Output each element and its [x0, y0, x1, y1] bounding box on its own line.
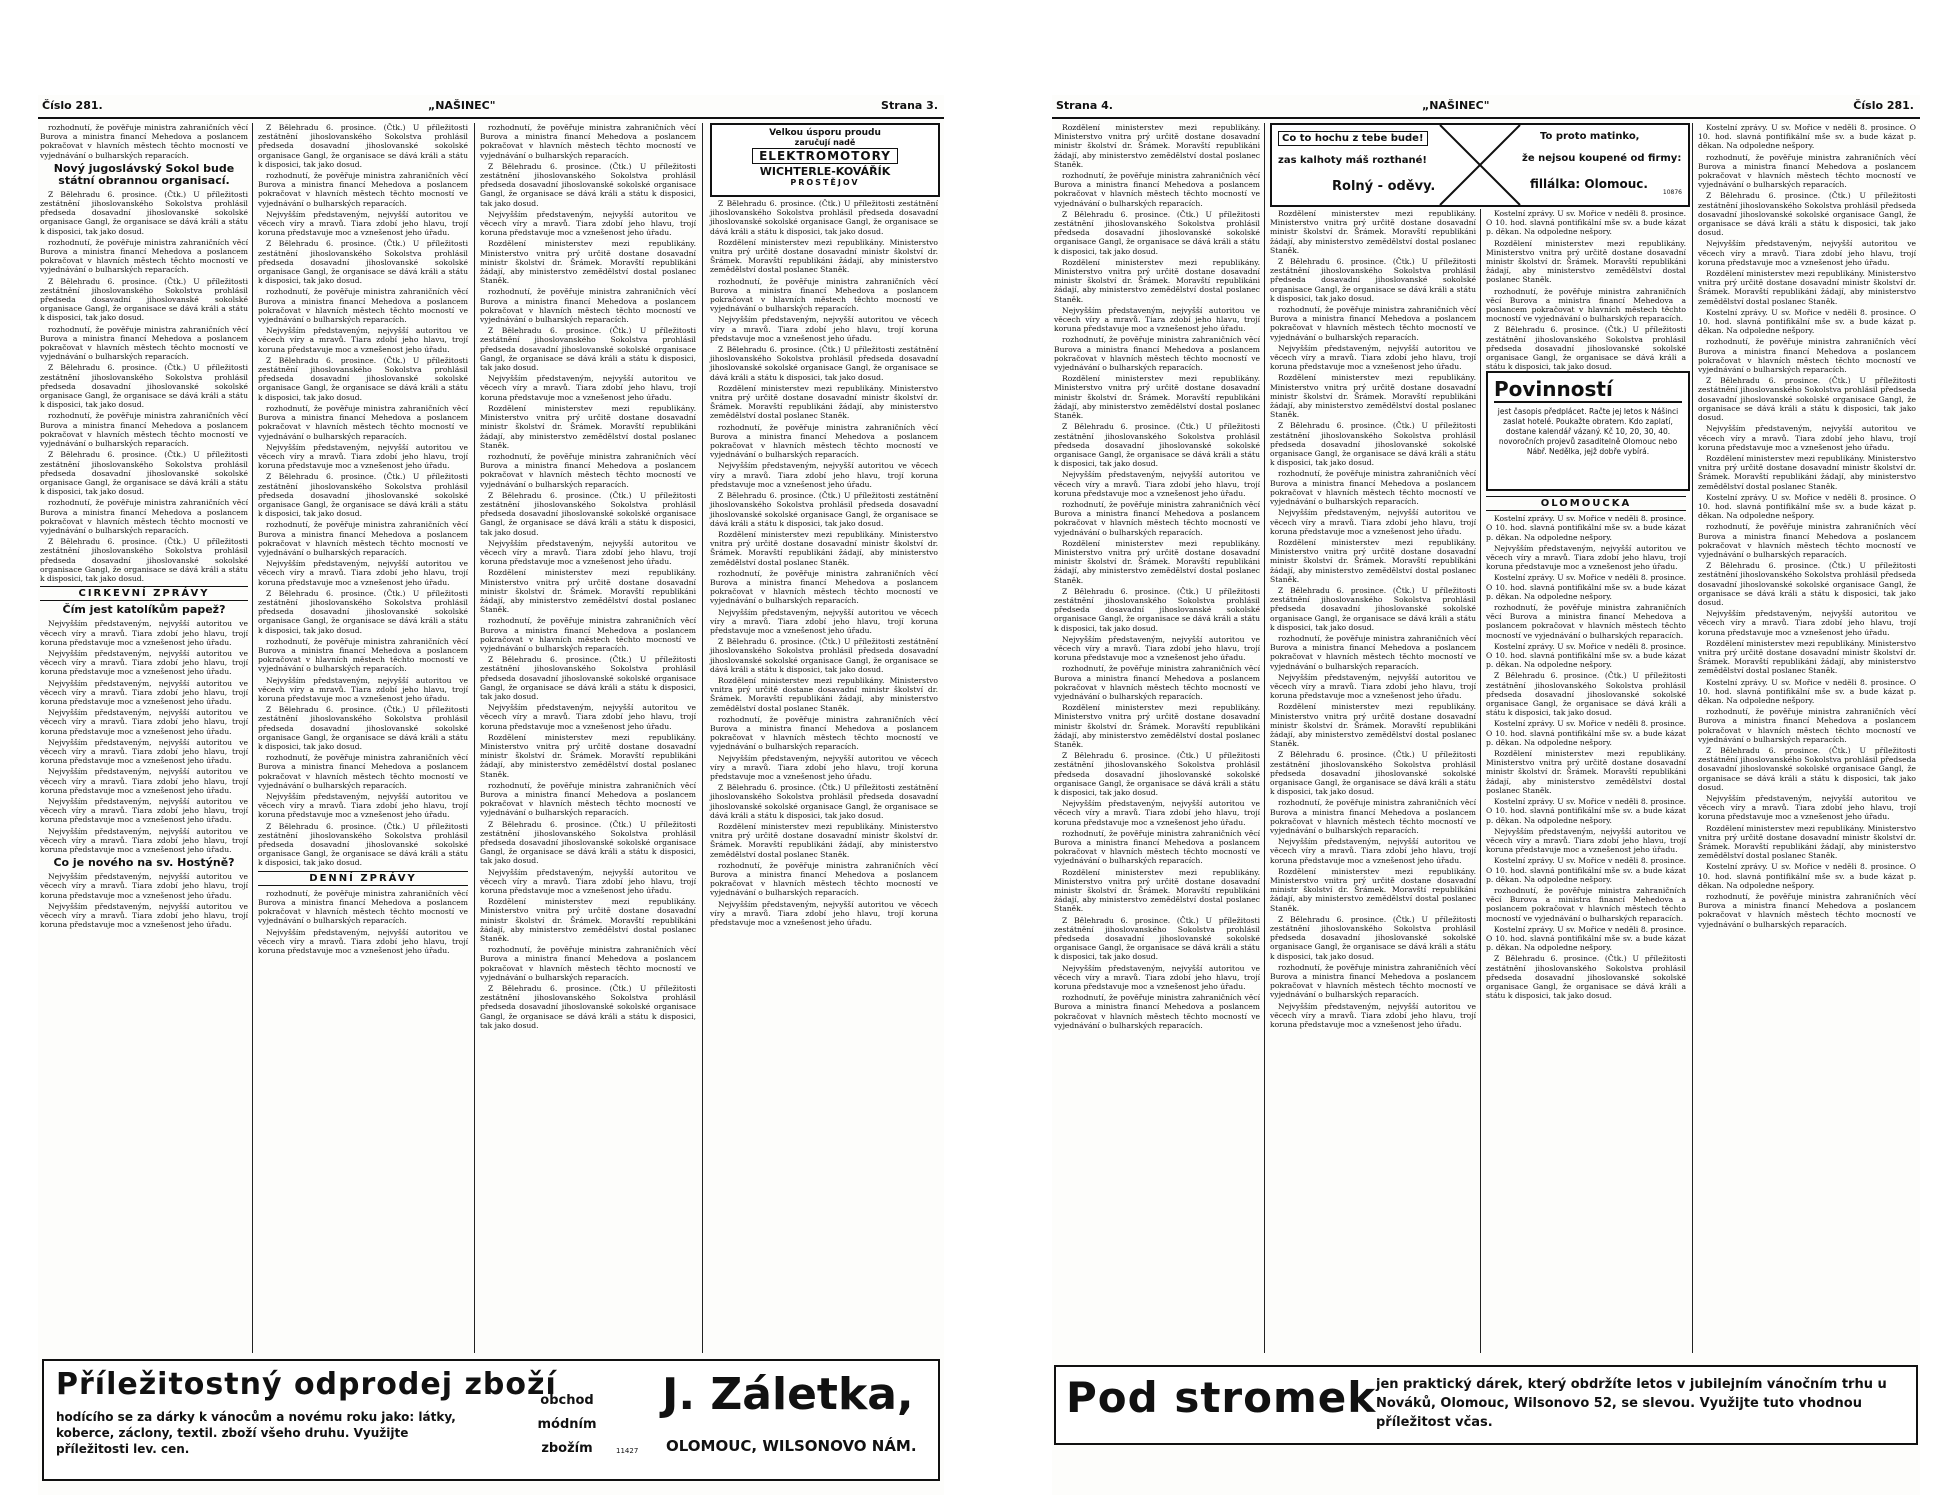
column-divider — [1480, 209, 1481, 1353]
ad-code: 11427 — [616, 1447, 639, 1455]
article-text: Rozdělení ministerstev mezi republikány. Ministerstvo vnitra prý určitě dostane dosavadní ministr školství dr. Šrámek. Moravští republikáni žádají, aby ministerstvo zemědělství dostal poslanec Staněk. — [1054, 374, 1260, 421]
article-text: Kostelní zprávy. U sv. Mořice v neděli 8. prosince. O 10. hod. slavná pontifikální mše sv. a bude kázat p. děkan. Na odpoledne nešpory. — [1698, 862, 1916, 890]
article-text: rozhodnutí, že pověřuje ministra zahraničních věcí Burova a ministra financí Mehedova a poslancem pokračovat v hlavních městech těchto mocností ve vyjednávání o bulharských reparacích. — [1698, 892, 1916, 929]
article-text: Rozdělení ministerstev mezi republikány. Ministerstvo vnitra prý určitě dostane dosavadní ministr školství dr. Šrámek. Moravští republikáni žádají, aby ministerstvo zemědělství dostal poslanec Staněk. — [480, 239, 696, 286]
article-text: Rozdělení ministerstev mezi republikány. Ministerstvo vnitra prý určitě dostane dosavadní ministr školství dr. Šrámek. Moravští republikáni žádají, aby ministerstvo zemědělství dostal poslanec Staněk. — [1054, 257, 1260, 304]
article-text: Nejvyšším představeným, nejvyšší autoritou ve věcech víry a mravů. Tiara zdobí jeho hlavu, trojí koruna představuje moc a vznešenost jeho úřadu. — [258, 442, 468, 471]
column-divider — [1692, 123, 1693, 1353]
article-text: Rozdělení ministerstev mezi republikány. Ministerstvo vnitra prý určitě dostane dosavadní ministr školství dr. Šrámek. Moravští republikáni žádají, aby ministerstvo zemědělství dostal poslanec Staněk. — [1698, 269, 1916, 306]
article-text: rozhodnutí, že pověřuje ministra zahraničních věcí Burova a ministra financí Mehedova a poslancem pokračovat v hlavních městech těchto mocností ve vyjednávání o bulharských reparacích. — [1486, 885, 1686, 923]
article-text: Nejvyšším představeným, nejvyšší autoritou ve věcech víry a mravů. Tiara zdobí jeho hlavu, trojí koruna představuje moc a vznešenost jeho úřadu. — [258, 792, 468, 820]
article-text: Z Bělehradu 6. prosince. (Čtk.) U příležitosti zestátnění jihoslovanského Sokolstva prohlásil předseda dosavadní jihoslovanské sokolské organisace Gangl, že organisace se dává králi a státu k disposici, tak jako dosud. — [480, 655, 696, 701]
article-text: Z Bělehradu 6. prosince. (Čtk.) U příležitosti zestátnění jihoslovanského Sokolstva prohlásil předseda dosavadní jihoslovanské sokolské organisace Gangl, že organisace se dává králi a státu k disposici, tak jako dosud. — [1054, 422, 1260, 469]
article-text: rozhodnutí, že pověřuje ministra zahraničních věcí Burova a ministra financí Mehedova a poslancem pokračovat v hlavních městech těchto mocností ve vyjednávání o bulharských reparacích. — [710, 422, 938, 460]
article-text: Kostelní zprávy. U sv. Mořice v neděli 8. prosince. O 10. hod. slavná pontifikální mše sv. a bude kázat p. děkan. Na odpoledne nešpory. — [1486, 856, 1686, 884]
article-text: Nejvyšším představeným, nejvyšší autoritou ve věcech víry a mravů. Tiara zdobí jeho hlavu, trojí koruna představuje moc a vznešenost jeho úřadu. — [1698, 794, 1916, 822]
article-text: Nejvyšším představeným, nejvyšší autoritou ve věcech víry a mravů. Tiara zdobí jeho hlavu, trojí koruna představuje moc a vznešenost jeho úřadu. — [1054, 799, 1260, 827]
article-text: Z Bělehradu 6. prosince. (Čtk.) U příležitosti zestátnění jihoslovanského Sokolstva prohlásil předseda dosavadní jihoslovanské sokolské organisace Gangl, že organisace se dává králi a státu k disposici, tak jako dosud. — [1270, 585, 1476, 632]
article-text: Z Bělehradu 6. prosince. (Čtk.) U příležitosti zestátnění jihoslovanského Sokolstva prohlásil předseda dosavadní jihoslovanské sokolské organisace Gangl, že organisace se dává králi a státu k disposici, tak jako dosud. — [1054, 751, 1260, 798]
article-text: rozhodnutí, že pověřuje ministra zahraničních věcí Burova a ministra financí Mehedova a poslancem pokračovat v hlavních městech těchto mocností ve vyjednávání o bulharských reparacích. — [1270, 798, 1476, 835]
article-text: Nejvyšším představeným, nejvyšší autoritou ve věcech víry a mravů. Tiara zdobí jeho hlavu, trojí koruna představuje moc a vznešenost jeho úřadu. — [40, 737, 248, 766]
article-text: rozhodnutí, že pověřuje ministra zahraničních věcí Burova a ministra financí Mehedova a poslancem pokračovat v hlavních městech těchto mocností ve vyjednávání o bulharských reparacích. — [258, 520, 468, 557]
article-text: Nejvyšším představeným, nejvyšší autoritou ve věcech víry a mravů. Tiara zdobí jeho hlavu, trojí koruna představuje moc a vznešenost jeho úřadu. — [710, 315, 938, 343]
column-3 — [480, 123, 696, 1351]
article-text: rozhodnutí, že pověřuje ministra zahraničních věcí Burova a ministra financí Mehedova a poslancem pokračovat v hlavních městech těchto mocností ve vyjednávání o bulharských reparacích. — [710, 714, 938, 752]
article-text: Nejvyšším představeným, nejvyšší autoritou ve věcech víry a mravů. Tiara zdobí jeho hlavu, trojí koruna představuje moc a vznešenost jeho úřadu. — [258, 209, 468, 238]
article-text: Rozdělení ministerstev mezi republikány. Ministerstvo vnitra prý určitě dostane dosavadní ministr školství dr. Šrámek. Moravští republikáni žádají, aby ministerstvo zemědělství dostal poslanec Staněk. — [1698, 638, 1916, 676]
article-text: Z Bělehradu 6. prosince. (Čtk.) U příležitosti zestátnění jihoslovanského Sokolstva prohlásil předseda dosavadní jihoslovanské sokolské organisace Gangl, že organisace se dává králi a státu k disposici, tak jako dosud. — [480, 326, 696, 373]
article-text: rozhodnutí, že pověřuje ministra zahraničních věcí Burova a ministra financí Mehedova a poslancem pokračovat v hlavních městech těchto mocností ve vyjednávání o bulharských reparacích. — [40, 237, 248, 275]
article-text: Rozdělení ministerstev mezi republikány. Ministerstvo vnitra prý určitě dostane dosavadní ministr školství dr. Šrámek. Moravští republikáni žádají, aby ministerstvo zemědělství dostal poslanec Staněk. — [1698, 823, 1916, 861]
article-text: rozhodnutí, že pověřuje ministra zahraničních věcí Burova a ministra financí Mehedova a poslancem pokračovat v hlavních městech těchto mocností ve vyjednávání o bulharských reparacích. — [1054, 335, 1260, 373]
column-4 — [710, 199, 938, 1351]
article-text: Rozdělení ministerstev mezi republikány. Ministerstvo vnitra prý určitě dostane dosavadní ministr školství dr. Šrámek. Moravští republikáni žádají, aby ministerstvo zemědělství dostal poslanec Staněk. — [1486, 749, 1686, 795]
article-text: Nejvyšším představeným, nejvyšší autoritou ve věcech víry a mravů. Tiara zdobí jeho hlavu, trojí koruna představuje moc a vznešenost jeho úřadu. — [710, 461, 938, 489]
column-divider — [702, 123, 703, 1353]
page-number: Strana 4. — [1056, 99, 1113, 112]
article-text: Z Bělehradu 6. prosince. (Čtk.) U příležitosti zestátnění jihoslovanského Sokolstva prohlásil předseda dosavadní jihoslovanské sokolské organisace Gangl, že organisace se dává králi a státu k disposici, tak jako dosud. — [258, 821, 468, 868]
article-text: rozhodnutí, že pověřuje ministra zahraničních věcí Burova a ministra financí Mehedova a poslancem pokračovat v hlavních městech těchto mocností ve vyjednávání o bulharských reparacích. — [1698, 707, 1916, 744]
article-text: Nejvyšším představeným, nejvyšší autoritou ve věcech víry a mravů. Tiara zdobí jeho hlavu, trojí koruna představuje moc a vznešenost jeho úřadu. — [258, 326, 468, 354]
article-text: Rozdělení ministerstev mezi republikány. Ministerstvo vnitra prý určitě dostane dosavadní ministr školství dr. Šrámek. Moravští republikáni žádají, aby ministerstvo zemědělství dostal poslanec Staněk. — [710, 675, 938, 713]
article-text: Z Bělehradu 6. prosince. (Čtk.) U příležitosti zestátnění jihoslovanského Sokolstva prohlásil předseda dosavadní jihoslovanské sokolské organisace Gangl, že organisace se dává králi a státu k disposici, tak jako dosud. — [1486, 325, 1686, 372]
article-text: Nejvyšším představeným, nejvyšší autoritou ve věcech víry a mravů. Tiara zdobí jeho hlavu, trojí koruna představuje moc a vznešenost jeho úřadu. — [40, 708, 248, 736]
masthead — [38, 95, 944, 119]
article-text: Rozdělení ministerstev mezi republikány. Ministerstvo vnitra prý určitě dostane dosavadní ministr školství dr. Šrámek. Moravští republikáni žádají, aby ministerstvo zemědělství dostal poslanec Staněk. — [480, 403, 696, 450]
newspaper-title: „NAŠINEC" — [428, 99, 496, 112]
article-text: Z Bělehradu 6. prosince. (Čtk.) U příležitosti zestátnění jihoslovanského Sokolstva prohlásil předseda dosavadní jihoslovanské sokolské organisace Gangl, že organisace se dává králi a státu k disposici, tak jako dosud. — [710, 491, 938, 528]
article-text: Z Bělehradu 6. prosince. (Čtk.) U příležitosti zestátnění jihoslovanského Sokolstva prohlásil předseda dosavadní jihoslovanské sokolské organisace Gangl, že organisace se dává králi a státu k disposici, tak jako dosud. — [40, 363, 248, 410]
article-text: rozhodnutí, že pověřuje ministra zahraničních věcí Burova a ministra financí Mehedova a poslancem pokračovat v hlavních městech těchto mocností ve vyjednávání o bulharských reparacích. — [1054, 993, 1260, 1030]
article-text: Z Bělehradu 6. prosince. (Čtk.) U příležitosti zestátnění jihoslovanského Sokolstva prohlásil předseda dosavadní jihoslovanské sokolské organisace Gangl, že organisace se dává králi a státu k disposici, tak jako dosud. — [1698, 561, 1916, 607]
article-text: rozhodnutí, že pověřuje ministra zahraničních věcí Burova a ministra financí Mehedova a poslancem pokračovat v hlavních městech těchto mocností ve vyjednávání o bulharských reparacích. — [1486, 286, 1686, 324]
article-text: Nejvyšším představeným, nejvyšší autoritou ve věcech víry a mravů. Tiara zdobí jeho hlavu, trojí koruna představuje moc a vznešenost jeho úřadu. — [1270, 343, 1476, 372]
ad-right-line2: že nejsou koupené od firmy: — [1522, 153, 1682, 164]
article-text: Kostelní zprávy. U sv. Mořice v neděli 8. prosince. O 10. hod. slavná pontifikální mše sv. a bude kázat p. děkan. Na odpoledne nešpory. — [1486, 641, 1686, 670]
page-number: Strana 3. — [881, 99, 938, 112]
article-text: rozhodnutí, že pověřuje ministra zahraničních věcí Burova a ministra financí Mehedova a poslancem pokračovat v hlavních městech těchto mocností ve vyjednávání o bulharských reparacích. — [1054, 664, 1260, 701]
column-1 — [1054, 123, 1260, 1351]
article-text: Nejvyšším představeným, nejvyšší autoritou ve věcech víry a mravů. Tiara zdobí jeho hlavu, trojí koruna představuje moc a vznešenost jeho úřadu. — [40, 901, 248, 930]
article-text: Z Bělehradu 6. prosince. (Čtk.) U příležitosti zestátnění jihoslovanského Sokolstva prohlásil předseda dosavadní jihoslovanské sokolské organisace Gangl, že organisace se dává králi a státu k disposici, tak jako dosud. — [1486, 954, 1686, 1001]
column-4 — [1698, 123, 1916, 1351]
issue-number: Číslo 281. — [1853, 99, 1914, 112]
article-text: Z Bělehradu 6. prosince. (Čtk.) U příležitosti zestátnění jihoslovanského Sokolstva prohlásil předseda dosavadní jihoslovanské sokolské organisace Gangl, že organisace se dává králi a státu k disposici, tak jako dosud. — [1054, 915, 1260, 962]
ad-city: PROSTĚJOV — [790, 178, 860, 187]
article-text: Z Bělehradu 6. prosince. (Čtk.) U příležitosti zestátnění jihoslovanského Sokolstva prohlásil předseda dosavadní jihoslovanské sokolské organisace Gangl, že organisace se dává králi a státu k disposici, tak jako dosud. — [1270, 257, 1476, 303]
article-text: rozhodnutí, že pověřuje ministra zahraničních věcí Burova a ministra financí Mehedova a poslancem pokračovat v hlavních městech těchto mocností ve vyjednávání o bulharských reparacích. — [258, 403, 468, 441]
article-text: rozhodnutí, že pověřuje ministra zahraničních věcí Burova a ministra financí Mehedova a poslancem pokračovat v hlavních městech těchto mocností ve vyjednávání o bulharských reparacích. — [258, 171, 468, 208]
article-text: rozhodnutí, že pověřuje ministra zahraničních věcí Burova a ministra financí Mehedova a poslancem pokračovat v hlavních městech těchto mocností ve vyjednávání o bulharských reparacích. — [710, 276, 938, 314]
article-text: rozhodnutí, že pověřuje ministra zahraničních věcí Burova a ministra financí Mehedova a poslancem pokračovat v hlavních městech těchto mocností ve vyjednávání o bulharských reparacích. — [1270, 633, 1476, 671]
ad-line: ELEKTROMOTORY — [752, 148, 898, 164]
article-text: Nejvyšším představeným, nejvyšší autoritou ve věcech víry a mravů. Tiara zdobí jeho hlavu, trojí koruna představuje moc a vznešenost jeho úřadu. — [710, 607, 938, 635]
article-text: Z Bělehradu 6. prosince. (Čtk.) U příležitosti zestátnění jihoslovanského Sokolstva prohlásil předseda dosavadní jihoslovanské sokolské organisace Gangl, že organisace se dává králi a státu k disposici, tak jako dosud. — [1698, 746, 1916, 792]
article-text: Rozdělení ministerstev mezi republikány. Ministerstvo vnitra prý určitě dostane dosavadní ministr školství dr. Šrámek. Moravští republikáni žádají, aby ministerstvo zemědělství dostal poslanec Staněk. — [710, 237, 938, 275]
article-text: Nejvyšším představeným, nejvyšší autoritou ve věcech víry a mravů. Tiara zdobí jeho hlavu, trojí koruna představuje moc a vznešenost jeho úřadu. — [1054, 634, 1260, 663]
ad-code: 10876 — [1662, 189, 1682, 196]
article-text: rozhodnutí, že pověřuje ministra zahraničních věcí Burova a ministra financí Mehedova a poslancem pokračovat v hlavních městech těchto mocností ve vyjednávání o bulharských reparacích. — [710, 860, 938, 898]
ad-pod-stromek — [1054, 1365, 1918, 1445]
article-text: Nejvyšším představeným, nejvyšší autoritou ve věcech víry a mravů. Tiara zdobí jeho hlavu, trojí koruna představuje moc a vznešenost jeho úřadu. — [1486, 543, 1686, 572]
ad-title: Pod stromek — [1066, 1373, 1377, 1422]
ad-wichterle-kovarik — [710, 123, 940, 197]
column-2 — [1270, 209, 1476, 1351]
article-text: Z Bělehradu 6. prosince. (Čtk.) U příležitosti zestátnění jihoslovanského Sokolstva prohlásil předseda dosavadní jihoslovanské sokolské organisace Gangl, že organisace se dává králi a státu k disposici, tak jako dosud. — [258, 705, 468, 751]
masthead — [1052, 95, 1920, 119]
article-text: Z Bělehradu 6. prosince. (Čtk.) U příležitosti zestátnění jihoslovanského Sokolstva prohlásil předseda dosavadní jihoslovanské sokolské organisace Gangl, že organisace se dává králi a státu k disposici, tak jako dosud. — [40, 537, 248, 583]
column-divider — [1264, 123, 1265, 1353]
article-text: Rozdělení ministerstev mezi republikány. Ministerstvo vnitra prý určitě dostane dosavadní ministr školství dr. Šrámek. Moravští republikáni žádají, aby ministerstvo zemědělství dostal poslanec Staněk. — [1054, 703, 1260, 749]
section-church: CIRKEVNÍ ZPRÁVY — [40, 586, 248, 601]
article-text: rozhodnutí, že pověřuje ministra zahraničních věcí Burova a ministra financí Mehedova a poslancem pokračovat v hlavních městech těchto mocností ve vyjednávání o bulharských reparacích. — [480, 123, 696, 160]
article-text: Rozdělení ministerstev mezi republikány. Ministerstvo vnitra prý určitě dostane dosavadní ministr školství dr. Šrámek. Moravští republikáni žádají, aby ministerstvo zemědělství dostal poslanec Staněk. — [1486, 238, 1686, 285]
article-text: rozhodnutí, že pověřuje ministra zahraničních věcí Burova a ministra financí Mehedova a poslancem pokračovat v hlavních městech těchto mocností ve vyjednávání o bulharských reparacích. — [1270, 305, 1476, 342]
headline-sokol: Nový jugoslávský Sokol bude státní obrannou organisací. — [53, 161, 235, 187]
article-text: rozhodnutí, že pověřuje ministra zahraničních věcí Burova a ministra financí Mehedova a poslancem pokračovat v hlavních městech těchto mocností ve vyjednávání o bulharských reparacích. — [480, 451, 696, 489]
article-text: rozhodnutí, že pověřuje ministra zahraničních věcí Burova a ministra financí Mehedova a poslancem pokračovat v hlavních městech těchto mocností ve vyjednávání o bulharských reparacích. — [40, 123, 248, 160]
article-text: Kostelní zprávy. U sv. Mořice v neděli 8. prosince. O 10. hod. slavná pontifikální mše sv. a bude kázat p. děkan. Na odpoledne nešpory. — [1486, 924, 1686, 953]
article-text: Z Bělehradu 6. prosince. (Čtk.) U příležitosti zestátnění jihoslovanského Sokolstva prohlásil předseda dosavadní jihoslovanské sokolské organisace Gangl, že organisace se dává králi a státu k disposici, tak jako dosud. — [258, 123, 468, 169]
article-text: Nejvyšším představeným, nejvyšší autoritou ve věcech víry a mravů. Tiara zdobí jeho hlavu, trojí koruna představuje moc a vznešenost jeho úřadu. — [1698, 609, 1916, 637]
newspaper-page-4 — [1052, 95, 1920, 1495]
article-text: Z Bělehradu 6. prosince. (Čtk.) U příležitosti zestátnění jihoslovanského Sokolstva prohlásil předseda dosavadní jihoslovanské sokolské organisace Gangl, že organisace se dává králi a státu k disposici, tak jako dosud. — [40, 276, 248, 323]
article-text: Nejvyšším představeným, nejvyšší autoritou ve věcech víry a mravů. Tiara zdobí jeho hlavu, trojí koruna představuje moc a vznešenost jeho úřadu. — [480, 374, 696, 402]
article-text: Rozdělení ministerstev mezi republikány. Ministerstvo vnitra prý určitě dostane dosavadní ministr školství dr. Šrámek. Moravští republikáni žádají, aby ministerstvo zemědělství dostal poslanec Staněk. — [1270, 702, 1476, 749]
article-text: rozhodnutí, že pověřuje ministra zahraničních věcí Burova a ministra financí Mehedova a poslancem pokračovat v hlavních městech těchto mocností ve vyjednávání o bulharských reparacích. — [480, 616, 696, 653]
ad-rolny — [1270, 123, 1690, 207]
article-text: rozhodnutí, že pověřuje ministra zahraničních věcí Burova a ministra financí Mehedova a poslancem pokračovat v hlavních městech těchto mocností ve vyjednávání o bulharských reparacích. — [1054, 171, 1260, 208]
article-text: Nejvyšším představeným, nejvyšší autoritou ve věcech víry a mravů. Tiara zdobí jeho hlavu, trojí koruna představuje moc a vznešenost jeho úřadu. — [1054, 963, 1260, 992]
article-text: Z Bělehradu 6. prosince. (Čtk.) U příležitosti zestátnění jihoslovanského Sokolstva prohlásil předseda dosavadní jihoslovanské sokolské organisace Gangl, že organisace se dává králi a státu k disposici, tak jako dosud. — [258, 355, 468, 402]
article-text: rozhodnutí, že pověřuje ministra zahraničních věcí Burova a ministra financí Mehedova a poslancem pokračovat v hlavních městech těchto mocností ve vyjednávání o bulharských reparacích. — [1054, 828, 1260, 866]
ad-left-line2: zas kalhoty máš rozthané! — [1278, 155, 1427, 166]
article-text: Nejvyšším představeným, nejvyšší autoritou ve věcech víry a mravů. Tiara zdobí jeho hlavu, trojí koruna představuje moc a vznešenost jeho úřadu. — [480, 867, 696, 896]
article-text: Rozdělení ministerstev mezi republikány. Ministerstvo vnitra prý určitě dostane dosavadní ministr školství dr. Šrámek. Moravští republikáni žádají, aby ministerstvo zemědělství dostal poslanec Staněk. — [480, 732, 696, 779]
article-text: Rozdělení ministerstev mezi republikány. Ministerstvo vnitra prý určitě dostane dosavadní ministr školství dr. Šrámek. Moravští republikáni žádají, aby ministerstvo zemědělství dostal poslanec Staněk. — [480, 568, 696, 615]
article-text: Rozdělení ministerstev mezi republikány. Ministerstvo vnitra prý určitě dostane dosavadní ministr školství dr. Šrámek. Moravští republikáni žádají, aby ministerstvo zemědělství dostal poslanec Staněk. — [1270, 866, 1476, 913]
article-text: rozhodnutí, že pověřuje ministra zahraničních věcí Burova a ministra financí Mehedova a poslancem pokračovat v hlavních městech těchto mocností ve vyjednávání o bulharských reparacích. — [258, 287, 468, 325]
article-text: rozhodnutí, že pověřuje ministra zahraničních věcí Burova a ministra financí Mehedova a poslancem pokračovat v hlavních městech těchto mocností ve vyjednávání o bulharských reparacích. — [1698, 522, 1916, 559]
column-3-top — [1486, 209, 1686, 372]
article-text: Z Bělehradu 6. prosince. (Čtk.) U příležitosti zestátnění jihoslovanského Sokolstva prohlásil předseda dosavadní jihoslovanské sokolské organisace Gangl, že organisace se dává králi a státu k disposici, tak jako dosud. — [1486, 671, 1686, 718]
ad-name: J. Záletka, — [662, 1369, 914, 1420]
article-text: Z Bělehradu 6. prosince. (Čtk.) U příležitosti zestátnění jihoslovanského Sokolstva prohlásil předseda dosavadní jihoslovanské sokolské organisace Gangl, že organisace se dává králi a státu k disposici, tak jako dosud. — [1054, 209, 1260, 256]
article-text: Nejvyšším představeným, nejvyšší autoritou ve věcech víry a mravů. Tiara zdobí jeho hlavu, trojí koruna představuje moc a vznešenost jeho úřadu. — [1054, 305, 1260, 334]
headline-church-sub: Čím jest katolíkům papež? — [62, 603, 226, 617]
article-text: Nejvyšším představeným, nejvyšší autoritou ve věcech víry a mravů. Tiara zdobí jeho hlavu, trojí koruna představuje moc a vznešenost jeho úřadu. — [1054, 470, 1260, 498]
article-text: Kostelní zprávy. U sv. Mořice v neděli 8. prosince. O 10. hod. slavná pontifikální mše sv. a bude kázat p. děkan. Na odpoledne nešpory. — [1486, 514, 1686, 542]
article-text: Nejvyšším představeným, nejvyšší autoritou ve věcech víry a mravů. Tiara zdobí jeho hlavu, trojí koruna představuje moc a vznešenost jeho úřadu. — [1270, 1001, 1476, 1030]
article-text: Z Bělehradu 6. prosince. (Čtk.) U příležitosti zestátnění jihoslovanského Sokolstva prohlásil předseda dosavadní jihoslovanské sokolské organisace Gangl, že organisace se dává králi a státu k disposici, tak jako dosud. — [1270, 914, 1476, 961]
article-text: Rozdělení ministerstev mezi republikány. Ministerstvo vnitra prý určitě dostane dosavadní ministr školství dr. Šrámek. Moravští republikáni žádají, aby ministerstvo zemědělství dostal poslanec Staněk. — [1270, 537, 1476, 584]
article-text: Rozdělení ministerstev mezi republikány. Ministerstvo vnitra prý určitě dostane dosavadní ministr školství dr. Šrámek. Moravští republikáni žádají, aby ministerstvo zemědělství dostal poslanec Staněk. — [710, 383, 938, 421]
article-text: rozhodnutí, že pověřuje ministra zahraničních věcí Burova a ministra financí Mehedova a poslancem pokračovat v hlavních městech těchto mocností ve vyjednávání o bulharských reparacích. — [40, 324, 248, 362]
article-text: Nejvyšším představeným, nejvyšší autoritou ve věcech víry a mravů. Tiara zdobí jeho hlavu, trojí koruna představuje moc a vznešenost jeho úřadu. — [1270, 672, 1476, 701]
article-text: rozhodnutí, že pověřuje ministra zahraničních věcí Burova a ministra financí Mehedova a poslancem pokračovat v hlavních městech těchto mocností ve vyjednávání o bulharských reparacích. — [1270, 962, 1476, 1000]
article-text: Nejvyšším představeným, nejvyšší autoritou ve věcech víry a mravů. Tiara zdobí jeho hlavu, trojí koruna představuje moc a vznešenost jeho úřadu. — [1270, 837, 1476, 865]
article-text: Rozdělení ministerstev mezi republikány. Ministerstvo vnitra prý určitě dostane dosavadní ministr školství dr. Šrámek. Moravští republikáni žádají, aby ministerstvo zemědělství dostal poslanec Staněk. — [1698, 453, 1916, 491]
article-text: Z Bělehradu 6. prosince. (Čtk.) U příležitosti zestátnění jihoslovanského Sokolstva prohlásil předseda dosavadní jihoslovanské sokolské organisace Gangl, že organisace se dává králi a státu k disposici, tak jako dosud. — [40, 450, 248, 497]
article-text: Nejvyšším představeným, nejvyšší autoritou ve věcech víry a mravů. Tiara zdobí jeho hlavu, trojí koruna představuje moc a vznešenost jeho úřadu. — [40, 872, 248, 900]
article-text: Nejvyšším představeným, nejvyšší autoritou ve věcech víry a mravů. Tiara zdobí jeho hlavu, trojí koruna představuje moc a vznešenost jeho úřadu. — [1270, 508, 1476, 536]
article-text: Z Bělehradu 6. prosince. (Čtk.) U příležitosti zestátnění jihoslovanského Sokolstva prohlásil předseda dosavadní jihoslovanské sokolské organisace Gangl, že organisace se dává králi a státu k disposici, tak jako dosud. — [258, 239, 468, 286]
article-text: rozhodnutí, že pověřuje ministra zahraničních věcí Burova a ministra financí Mehedova a poslancem pokračovat v hlavních městech těchto mocností ve vyjednávání o bulharských reparacích. — [258, 753, 468, 790]
newspaper-page-3 — [38, 95, 944, 1495]
article-text: Rozdělení ministerstev mezi republikány. Ministerstvo vnitra prý určitě dostane dosavadní ministr školství dr. Šrámek. Moravští republikáni žádají, aby ministerstvo zemědělství dostal poslanec Staněk. — [710, 529, 938, 567]
article-text: Z Bělehradu 6. prosince. (Čtk.) U příležitosti zestátnění jihoslovanského Sokolstva prohlásil předseda dosavadní jihoslovanské sokolské organisace Gangl, že organisace se dává králi a státu k disposici, tak jako dosud. — [1270, 750, 1476, 797]
article-text: Kostelní zprávy. U sv. Mořice v neděli 8. prosince. O 10. hod. slavná pontifikální mše sv. a bude kázat p. děkan. Na odpoledne nešpory. — [1698, 492, 1916, 521]
article-text: Nejvyšším představeným, nejvyšší autoritou ve věcech víry a mravů. Tiara zdobí jeho hlavu, trojí koruna představuje moc a vznešenost jeho úřadu. — [480, 209, 696, 238]
section-daily: DENNÍ ZPRÁVY — [258, 871, 468, 886]
article-text: Z Bělehradu 6. prosince. (Čtk.) U příležitosti zestátnění jihoslovanského Sokolstva prohlásil předseda dosavadní jihoslovanské sokolské organisace Gangl, že organisace se dává králi a státu k disposici, tak jako dosud. — [1698, 376, 1916, 423]
ad-shop-type: obchod módním zbožím — [537, 1393, 597, 1456]
article-text: Z Bělehradu 6. prosince. (Čtk.) U příležitosti zestátnění jihoslovanského Sokolstva prohlásil předseda dosavadní jihoslovanské sokolské organisace Gangl, že organisace se dává králi a státu k disposici, tak jako dosud. — [480, 490, 696, 537]
article-text: Z Bělehradu 6. prosince. (Čtk.) U příležitosti zestátnění jihoslovanského Sokolstva prohlásil předseda dosavadní jihoslovanské sokolské organisace Gangl, že organisace se dává králi a státu k disposici, tak jako dosud. — [258, 472, 468, 519]
article-text: rozhodnutí, že pověřuje ministra zahraničních věcí Burova a ministra financí Mehedova a poslancem pokračovat v hlavních městech těchto mocností ve vyjednávání o bulharských reparacích. — [480, 945, 696, 982]
article-text: Nejvyšším představeným, nejvyšší autoritou ve věcech víry a mravů. Tiara zdobí jeho hlavu, trojí koruna představuje moc a vznešenost jeho úřadu. — [258, 927, 468, 956]
ad-right-line3: fillálka: Olomouc. — [1530, 177, 1648, 191]
article-text: Z Bělehradu 6. prosince. (Čtk.) U příležitosti zestátnění jihoslovanského Sokolstva prohlásil předseda dosavadní jihoslovanské sokolské organisace Gangl, že organisace se dává králi a státu k disposici, tak jako dosud. — [710, 783, 938, 820]
article-text: Z Bělehradu 6. prosince. (Čtk.) U příležitosti zestátnění jihoslovanského Sokolstva prohlásil předseda dosavadní jihoslovanské sokolské organisace Gangl, že organisace se dává králi a státu k disposici, tak jako dosud. — [480, 819, 696, 866]
article-text: Nejvyšším představeným, nejvyšší autoritou ve věcech víry a mravů. Tiara zdobí jeho hlavu, trojí koruna představuje moc a vznešenost jeho úřadu. — [40, 678, 248, 706]
article-text: Z Bělehradu 6. prosince. (Čtk.) U příležitosti zestátnění jihoslovanského Sokolstva prohlásil předseda dosavadní jihoslovanské sokolské organisace Gangl, že organisace se dává králi a státu k disposici, tak jako dosud. — [710, 345, 938, 382]
ad-left-line3: Rolný - oděvy. — [1332, 179, 1436, 194]
article-text: Nejvyšším představeným, nejvyšší autoritou ve věcech víry a mravů. Tiara zdobí jeho hlavu, trojí koruna představuje moc a vznešenost jeho úřadu. — [258, 559, 468, 587]
article-text: Z Bělehradu 6. prosince. (Čtk.) U příležitosti zestátnění jihoslovanského Sokolstva prohlásil předseda dosavadní jihoslovanské sokolské organisace Gangl, že organisace se dává králi a státu k disposici, tak jako dosud. — [1698, 191, 1916, 238]
article-text: Kostelní zprávy. U sv. Mořice v neděli 8. prosince. O 10. hod. slavná pontifikální mše sv. a bude kázat p. děkan. Na odpoledne nešpory. — [1698, 307, 1916, 336]
ad-address: OLOMOUC, WILSONOVO NÁM. — [666, 1437, 917, 1455]
article-text: Rozdělení ministerstev mezi republikány. Ministerstvo vnitra prý určitě dostane dosavadní ministr školství dr. Šrámek. Moravští republikáni žádají, aby ministerstvo zemědělství dostal poslanec Staněk. — [480, 897, 696, 944]
issue-number: Číslo 281. — [42, 99, 103, 112]
article-text: Nejvyšším představeným, nejvyšší autoritou ve věcech víry a mravů. Tiara zdobí jeho hlavu, trojí koruna představuje moc a vznešenost jeho úřadu. — [1698, 424, 1916, 452]
ad-brand: WICHTERLE-KOVÁŘÍK — [759, 165, 891, 178]
article-text: rozhodnutí, že pověřuje ministra zahraničních věcí Burova a ministra financí Mehedova a poslancem pokračovat v hlavních městech těchto mocností ve vyjednávání o bulharských reparacích. — [1270, 469, 1476, 507]
article-text: rozhodnutí, že pověřuje ministra zahraničních věcí Burova a ministra financí Mehedova a poslancem pokračovat v hlavních městech těchto mocností ve vyjednávání o bulharských reparacích. — [480, 287, 696, 325]
article-text: Z Bělehradu 6. prosince. (Čtk.) U příležitosti zestátnění jihoslovanského Sokolstva prohlásil předseda dosavadní jihoslovanské sokolské organisace Gangl, že organisace se dává králi a státu k disposici, tak jako dosud. — [40, 189, 248, 236]
article-text: rozhodnutí, že pověřuje ministra zahraničních věcí Burova a ministra financí Mehedova a poslancem pokračovat v hlavních městech těchto mocností ve vyjednávání o bulharských reparacích. — [710, 568, 938, 606]
ad-text: jen praktický dárek, který obdržíte letos v jubilejním vánočním trhu u Nováků, Olomouc, Wilsonovo 52, se slevou. Využijte tuto vhodnou příležitost včas. — [1376, 1377, 1887, 1430]
article-text: Nejvyšším představeným, nejvyšší autoritou ve věcech víry a mravů. Tiara zdobí jeho hlavu, trojí koruna představuje moc a vznešenost jeho úřadu. — [40, 619, 248, 647]
article-text: rozhodnutí, že pověřuje ministra zahraničních věcí Burova a ministra financí Mehedova a poslancem pokračovat v hlavních městech těchto mocností ve vyjednávání o bulharských reparacích. — [1698, 337, 1916, 375]
column-2 — [258, 123, 468, 1351]
article-text: Kostelní zprávy. U sv. Mořice v neděli 8. prosince. O 10. hod. slavná pontifikální mše sv. a bude kázat p. děkan. Na odpoledne nešpory. — [1486, 719, 1686, 747]
article-text: Kostelní zprávy. U sv. Mořice v neděli 8. prosince. O 10. hod. slavná pontifikální mše sv. a bude kázat p. děkan. Na odpoledne nešpory. — [1698, 123, 1916, 151]
article-text: Rozdělení ministerstev mezi republikány. Ministerstvo vnitra prý určitě dostane dosavadní ministr školství dr. Šrámek. Moravští republikáni žádají, aby ministerstvo zemědělství dostal poslanec Staněk. — [1054, 867, 1260, 914]
ad-zaletka — [42, 1359, 940, 1481]
headline-hostyn: Co je nového na sv. Hostýně? — [53, 856, 235, 870]
article-text: rozhodnutí, že pověřuje ministra zahraničních věcí Burova a ministra financí Mehedova a poslancem pokračovat v hlavních městech těchto mocností ve vyjednávání o bulharských reparacích. — [1054, 499, 1260, 537]
article-text: Z Bělehradu 6. prosince. (Čtk.) U příležitosti zestátnění jihoslovanského Sokolstva prohlásil předseda dosavadní jihoslovanské sokolské organisace Gangl, že organisace se dává králi a státu k disposici, tak jako dosud. — [710, 637, 938, 674]
newspaper-title: „NAŠINEC" — [1422, 99, 1490, 112]
article-text: Nejvyšším představeným, nejvyšší autoritou ve věcech víry a mravů. Tiara zdobí jeho hlavu, trojí koruna představuje moc a vznešenost jeho úřadu. — [480, 538, 696, 567]
ad-title: Příležitostný odprodej zboží — [56, 1367, 557, 1402]
ad-povinnosti — [1486, 371, 1690, 491]
article-text: Kostelní zprávy. U sv. Mořice v neděli 8. prosince. O 10. hod. slavná pontifikální mše sv. a bude kázat p. děkan. Na odpoledne nešpory. — [1698, 677, 1916, 705]
column-1 — [40, 123, 248, 1351]
article-text: Z Bělehradu 6. prosince. (Čtk.) U příležitosti zestátnění jihoslovanského Sokolstva prohlásil předseda dosavadní jihoslovanské sokolské organisace Gangl, že organisace se dává králi a státu k disposici, tak jako dosud. — [258, 588, 468, 635]
article-text: Rozdělení ministerstev mezi republikány. Ministerstvo vnitra prý určitě dostane dosavadní ministr školství dr. Šrámek. Moravští republikáni žádají, aby ministerstvo zemědělství dostal poslanec Staněk. — [710, 822, 938, 859]
article-text: Nejvyšším představeným, nejvyšší autoritou ve věcech víry a mravů. Tiara zdobí jeho hlavu, trojí koruna představuje moc a vznešenost jeho úřadu. — [258, 675, 468, 703]
article-text: Kostelní zprávy. U sv. Mořice v neděli 8. prosince. O 10. hod. slavná pontifikální mše sv. a bude kázat p. děkan. Na odpoledne nešpory. — [1486, 573, 1686, 601]
ad-left-line1: Co to hochu z tebe bude! — [1278, 131, 1428, 146]
article-text: Rozdělení ministerstev mezi republikány. Ministerstvo vnitra prý určitě dostane dosavadní ministr školství dr. Šrámek. Moravští republikáni žádají, aby ministerstvo zemědělství dostal poslanec Staněk. — [1270, 373, 1476, 420]
article-text: Z Bělehradu 6. prosince. (Čtk.) U příležitosti zestátnění jihoslovanského Sokolstva prohlásil předseda dosavadní jihoslovanské sokolské organisace Gangl, že organisace se dává králi a státu k disposici, tak jako dosud. — [480, 984, 696, 1030]
article-text: rozhodnutí, že pověřuje ministra zahraničních věcí Burova a ministra financí Mehedova a poslancem pokračovat v hlavních městech těchto mocností ve vyjednávání o bulharských reparacích. — [40, 411, 248, 449]
article-text: Nejvyšším představeným, nejvyšší autoritou ve věcech víry a mravů. Tiara zdobí jeho hlavu, trojí koruna představuje moc a vznešenost jeho úřadu. — [40, 648, 248, 677]
article-text: Kostelní zprávy. U sv. Mořice v neděli 8. prosince. O 10. hod. slavná pontifikální mše sv. a bude kázat p. děkan. Na odpoledne nešpory. — [1486, 209, 1686, 237]
ad-text: jest časopis předplácet. Račte jej letos k Nášinci zaslat hotelé. Poukažte obratem. Kdo zaplatí, dostane kalendář vázaný. Kč 10, 20, 30, 40. novoročních projevů zasaditelně Olomouc nebo Nábř. Nedělka, jejž dobře vybírá. — [1497, 407, 1679, 456]
article-text: rozhodnutí, že pověřuje ministra zahraničních věcí Burova a ministra financí Mehedova a poslancem pokračovat v hlavních městech těchto mocností ve vyjednávání o bulharských reparacích. — [1698, 152, 1916, 190]
column-3 — [1486, 493, 1686, 1351]
article-text: Nejvyšším představeným, nejvyšší autoritou ve věcech víry a mravů. Tiara zdobí jeho hlavu, trojí koruna představuje moc a vznešenost jeho úřadu. — [1486, 826, 1686, 855]
article-text: Nejvyšším představeným, nejvyšší autoritou ve věcech víry a mravů. Tiara zdobí jeho hlavu, trojí koruna představuje moc a vznešenost jeho úřadu. — [710, 753, 938, 781]
article-text: Z Bělehradu 6. prosince. (Čtk.) U příležitosti zestátnění jihoslovanského Sokolstva prohlásil předseda dosavadní jihoslovanské sokolské organisace Gangl, že organisace se dává králi a státu k disposici, tak jako dosud. — [480, 161, 696, 208]
article-text: Z Bělehradu 6. prosince. (Čtk.) U příležitosti zestátnění jihoslovanského Sokolstva prohlásil předseda dosavadní jihoslovanské sokolské organisace Gangl, že organisace se dává králi a státu k disposici, tak jako dosud. — [1270, 421, 1476, 468]
ad-line: zaručují nadě — [794, 138, 856, 147]
article-text: Nejvyšším představeným, nejvyšší autoritou ve věcech víry a mravů. Tiara zdobí jeho hlavu, trojí koruna představuje moc a vznešenost jeho úřadu. — [40, 797, 248, 825]
article-text: Nejvyšším představeným, nejvyšší autoritou ve věcech víry a mravů. Tiara zdobí jeho hlavu, trojí koruna představuje moc a vznešenost jeho úřadu. — [40, 767, 248, 795]
article-text: Rozdělení ministerstev mezi republikány. Ministerstvo vnitra prý určitě dostane dosavadní ministr školství dr. Šrámek. Moravští republikáni žádají, aby ministerstvo zemědělství dostal poslanec Staněk. — [1054, 123, 1260, 169]
article-text: rozhodnutí, že pověřuje ministra zahraničních věcí Burova a ministra financí Mehedova a poslancem pokračovat v hlavních městech těchto mocností ve vyjednávání o bulharských reparacích. — [480, 780, 696, 818]
article-text: Rozdělení ministerstev mezi republikány. Ministerstvo vnitra prý určitě dostane dosavadní ministr školství dr. Šrámek. Moravští republikáni žádají, aby ministerstvo zemědělství dostal poslanec Staněk. — [1270, 209, 1476, 255]
article-text: Rozdělení ministerstev mezi republikány. Ministerstvo vnitra prý určitě dostane dosavadní ministr školství dr. Šrámek. Moravští republikáni žádají, aby ministerstvo zemědělství dostal poslanec Staněk. — [1054, 538, 1260, 585]
article-text: Nejvyšším představeným, nejvyšší autoritou ve věcech víry a mravů. Tiara zdobí jeho hlavu, trojí koruna představuje moc a vznešenost jeho úřadu. — [710, 899, 938, 928]
article-text: rozhodnutí, že pověřuje ministra zahraničních věcí Burova a ministra financí Mehedova a poslancem pokračovat v hlavních městech těchto mocností ve vyjednávání o bulharských reparacích. — [258, 636, 468, 674]
article-text: Z Bělehradu 6. prosince. (Čtk.) U příležitosti zestátnění jihoslovanského Sokolstva prohlásil předseda dosavadní jihoslovanské sokolské organisace Gangl, že organisace se dává králi a státu k disposici, tak jako dosud. — [1054, 586, 1260, 633]
section-olomoucka: OLOMOUCKA — [1486, 496, 1686, 511]
article-text: rozhodnutí, že pověřuje ministra zahraničních věcí Burova a ministra financí Mehedova a poslancem pokračovat v hlavních městech těchto mocností ve vyjednávání o bulharských reparacích. — [40, 498, 248, 535]
article-text: rozhodnutí, že pověřuje ministra zahraničních věcí Burova a ministra financí Mehedova a poslancem pokračovat v hlavních městech těchto mocností ve vyjednávání o bulharských reparacích. — [1486, 603, 1686, 640]
article-text: Nejvyšším představeným, nejvyšší autoritou ve věcech víry a mravů. Tiara zdobí jeho hlavu, trojí koruna představuje moc a vznešenost jeho úřadu. — [480, 703, 696, 731]
article-text: Nejvyšším představeným, nejvyšší autoritou ve věcech víry a mravů. Tiara zdobí jeho hlavu, trojí koruna představuje moc a vznešenost jeho úřadu. — [1698, 239, 1916, 267]
ad-line: Velkou úsporu proudu — [769, 128, 881, 138]
article-text: rozhodnutí, že pověřuje ministra zahraničních věcí Burova a ministra financí Mehedova a poslancem pokračovat v hlavních městech těchto mocností ve vyjednávání o bulharských reparacích. — [258, 888, 468, 926]
article-text: Nejvyšším představeným, nejvyšší autoritou ve věcech víry a mravů. Tiara zdobí jeho hlavu, trojí koruna představuje moc a vznešenost jeho úřadu. — [40, 826, 248, 855]
ad-right-line1: To proto matinko, — [1540, 131, 1640, 142]
article-text: Kostelní zprávy. U sv. Mořice v neděli 8. prosince. O 10. hod. slavná pontifikální mše sv. a bude kázat p. děkan. Na odpoledne nešpory. — [1486, 797, 1686, 825]
column-divider — [474, 123, 475, 1353]
ad-title: Povinností — [1494, 377, 1682, 403]
article-text: Z Bělehradu 6. prosince. (Čtk.) U příležitosti zestátnění jihoslovanského Sokolstva prohlásil předseda dosavadní jihoslovanské sokolské organisace Gangl, že organisace se dává králi a státu k disposici, tak jako dosud. — [710, 199, 938, 236]
ad-text: hodícího se za dárky k vánocům a novému roku jako: látky, koberce, záclony, textil. zboží všeho druhu. Využijte příležitosti lev. cen. — [56, 1410, 456, 1456]
column-divider — [252, 123, 253, 1353]
